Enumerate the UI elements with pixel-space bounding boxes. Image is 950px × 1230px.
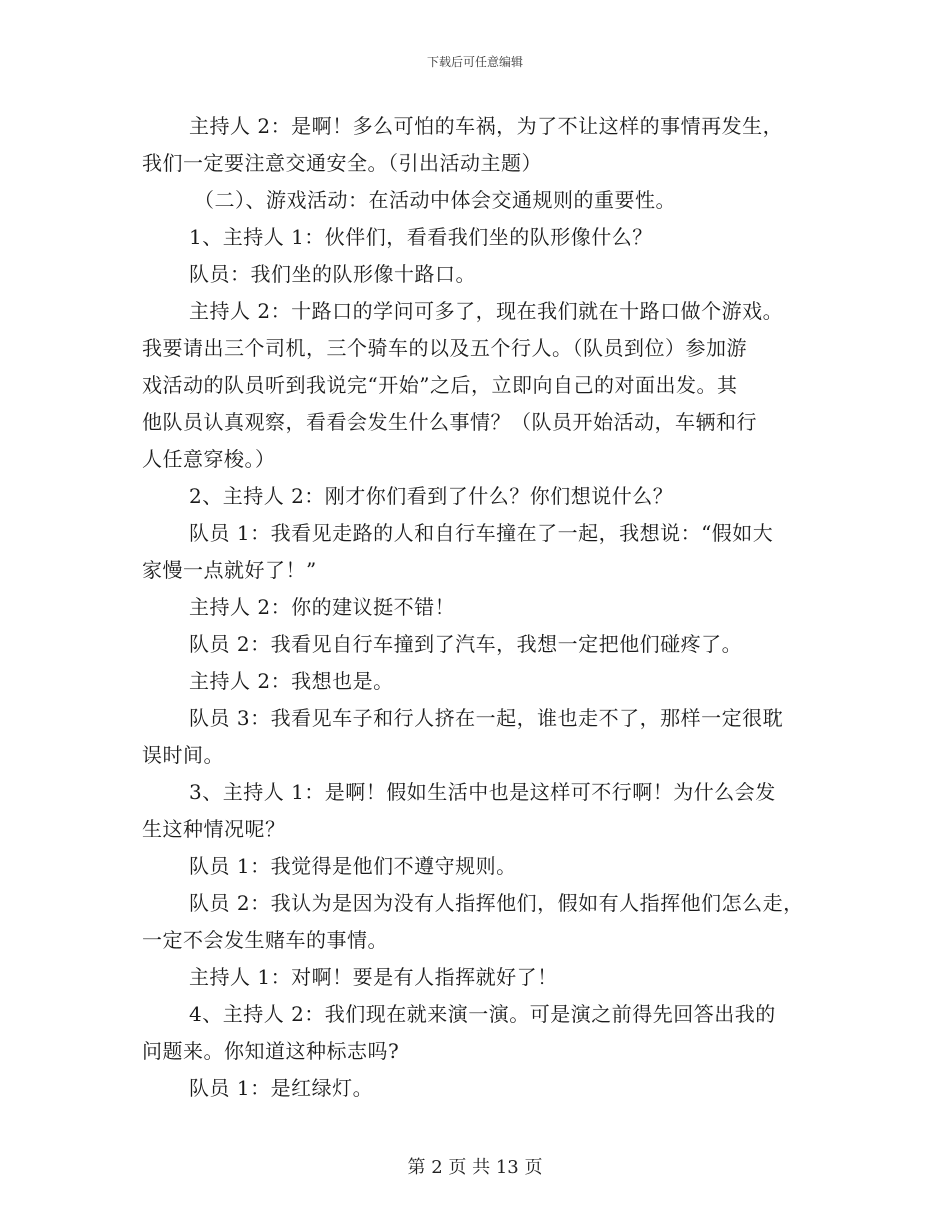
paragraph-line: 他队员认真观察，看看会发生什么事情？（队员开始活动，车辆和行 — [142, 410, 757, 434]
paragraph-line: 误时间。 — [142, 743, 224, 767]
page-footer: 第 2 页 共 13 页 — [407, 1157, 543, 1178]
page-header: 下载后可任意编辑 — [426, 55, 523, 69]
paragraph-line: 戏活动的队员听到我说完“开始”之后，立即向自己的对面出发。其 — [142, 373, 738, 397]
paragraph-line: 家慢一点就好了！” — [142, 558, 317, 582]
paragraph-line: 队员 2：我认为是因为没有人指挥他们，假如有人指挥他们怎么走， — [189, 891, 804, 915]
paragraph-line: 我们一定要注意交通安全。（引出活动主题） — [142, 151, 542, 175]
paragraph-line: 4、主持人 2：我们现在就来演一演。可是演之前得先回答出我的 — [189, 1002, 776, 1026]
paragraph-line: 主持人 2：十路口的学问可多了，现在我们就在十路口做个游戏。 — [189, 299, 784, 323]
paragraph-line: 主持人 1：对啊！要是有人指挥就好了！ — [189, 965, 558, 989]
paragraph-line: 队员 1：是红绿灯。 — [189, 1076, 374, 1100]
paragraph-line: 队员 3：我看见车子和行人挤在一起，谁也走不了，那样一定很耽 — [189, 706, 784, 730]
paragraph-line: 主持人 2：是啊！多么可怕的车祸，为了不让这样的事情再发生， — [189, 114, 784, 138]
paragraph-line: 队员 1：我看见走路的人和自行车撞在了一起，我想说：“假如大 — [189, 521, 774, 545]
paragraph-line: 1、主持人 1：伙伴们，看看我们坐的队形像什么？ — [189, 225, 653, 249]
paragraph-line: 问题来。你知道这种标志吗? — [142, 1039, 400, 1063]
document-body — [142, 108, 822, 1107]
paragraph-line: 主持人 2：你的建议挺不错！ — [189, 595, 456, 619]
paragraph-line: 队员 2：我看见自行车撞到了汽车，我想一定把他们碰疼了。 — [189, 632, 743, 656]
paragraph-line: 队员 1：我觉得是他们不遵守规则。 — [189, 854, 517, 878]
paragraph-line: 2、主持人 2：刚才你们看到了什么？你们想说什么？ — [189, 484, 674, 508]
paragraph-line: 一定不会发生赌车的事情。 — [142, 928, 388, 952]
paragraph-line: 3、主持人 1：是啊！假如生活中也是这样可不行啊！为什么会发 — [189, 780, 776, 804]
paragraph-line: 队员：我们坐的队形像十路口。 — [189, 262, 476, 286]
paragraph-line: 人任意穿梭。） — [142, 447, 276, 471]
paragraph-line: 我要请出三个司机，三个骑车的以及五个行人。（队员到位）参加游 — [142, 336, 747, 360]
paragraph-line: 生这种情况呢？ — [142, 817, 286, 841]
paragraph-line: 主持人 2：我想也是。 — [189, 669, 394, 693]
section-heading: （二）、游戏活动：在活动中体会交通规则的重要性。 — [194, 188, 676, 212]
